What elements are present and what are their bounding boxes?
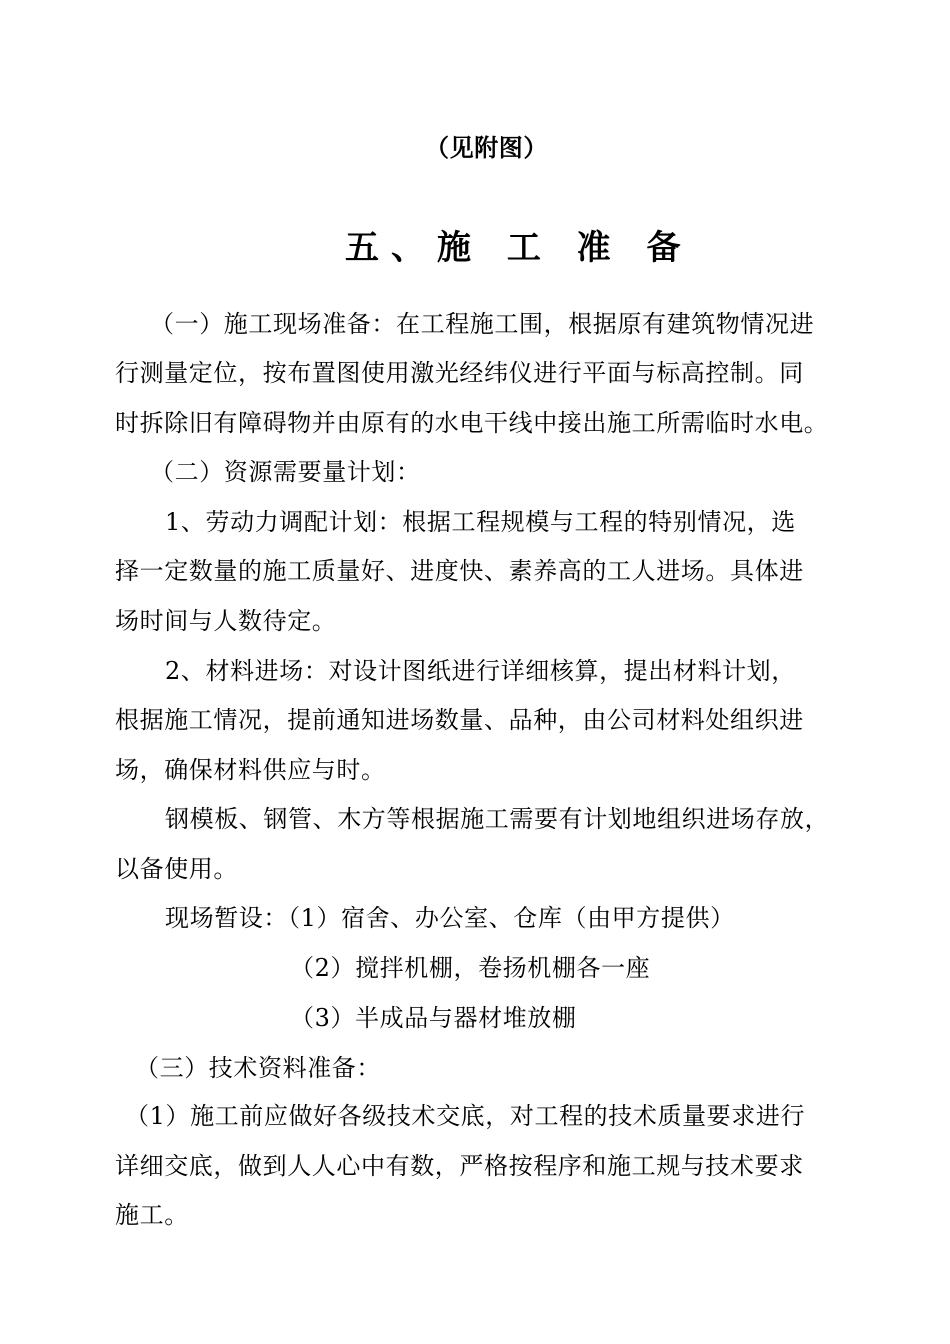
section-title: 五、施 工 准 备 [345, 228, 693, 268]
paragraph-line: 施工。 [115, 1201, 189, 1229]
paragraph-line: 以备使用。 [115, 855, 238, 883]
paragraph-line: （2）搅拌机棚，卷扬机棚各一座 [290, 954, 651, 982]
paragraph-line: 详细交底，做到人人心中有数，严格按程序和施工规与技术要求 [115, 1152, 804, 1180]
paragraph-line: （三）技术资料准备： [135, 1054, 381, 1082]
paragraph-line: 时拆除旧有障碍物并由原有的水电干线中接出施工所需临时水电。 [115, 409, 829, 437]
figure-caption: （见附图） [425, 133, 548, 162]
paragraph-line: （1）施工前应做好各级技术交底，对工程的技术质量要求进行 [125, 1102, 806, 1130]
paragraph-line: 1、劳动力调配计划：根据工程规模与工程的特别情况，选 [165, 508, 796, 536]
paragraph-line: 场时间与人数待定。 [115, 607, 337, 635]
paragraph-line: 根据施工情况，提前通知进场数量、品种，由公司材料处组织进 [115, 706, 804, 734]
paragraph-line: （二）资源需要量计划： [150, 458, 421, 486]
paragraph-line: （一）施工现场准备：在工程施工围，根据原有建筑物情况进 [150, 310, 815, 338]
paragraph-line: （3）半成品与器材堆放棚 [290, 1004, 577, 1032]
paragraph-line: 钢模板、钢管、木方等根据施工需要有计划地组织进场存放， [165, 805, 830, 833]
paragraph-line: 2、材料进场：对设计图纸进行详细核算，提出材料计划， [165, 657, 796, 685]
paragraph-line: 择一定数量的施工质量好、进度快、素养高的工人进场。具体进 [115, 557, 804, 585]
paragraph-line: 场，确保材料供应与时。 [115, 756, 386, 784]
paragraph-line: 现场暂设：（1）宿舍、办公室、仓库（由甲方提供） [165, 904, 735, 932]
paragraph-line: 行测量定位，按布置图使用激光经纬仪进行平面与标高控制。同 [115, 359, 804, 387]
